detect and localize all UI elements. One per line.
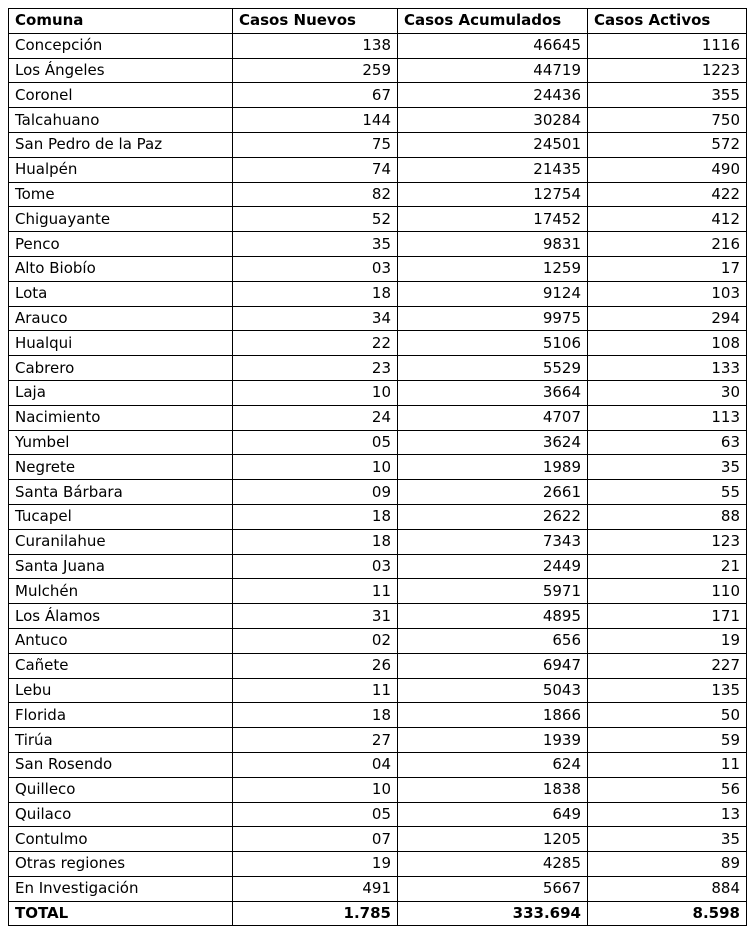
cell-casos-nuevos: 138 [233, 33, 398, 58]
cell-casos-activos: 13 [588, 802, 747, 827]
table-row [9, 331, 747, 356]
cell-casos-acumulados: 4285 [398, 852, 588, 877]
cell-casos-acumulados: 30284 [398, 108, 588, 133]
cell-casos-nuevos: 10 [233, 777, 398, 802]
table-row [9, 628, 747, 653]
cell-casos-activos: 171 [588, 604, 747, 629]
table-row [9, 554, 747, 579]
cell-casos-nuevos: 04 [233, 752, 398, 777]
cell-casos-acumulados: 649 [398, 802, 588, 827]
cell-comuna: Laja [9, 380, 233, 405]
cell-comuna: Alto Biobío [9, 256, 233, 281]
cell-comuna: Florida [9, 703, 233, 728]
cell-casos-activos: 133 [588, 356, 747, 381]
cell-casos-acumulados: 624 [398, 752, 588, 777]
table-row [9, 232, 747, 257]
cell-casos-activos: 17 [588, 256, 747, 281]
cell-casos-nuevos: 67 [233, 83, 398, 108]
cell-casos-acumulados: 9975 [398, 306, 588, 331]
table-row [9, 827, 747, 852]
table-row [9, 504, 747, 529]
cell-casos-acumulados: 1838 [398, 777, 588, 802]
cell-casos-activos: 35 [588, 455, 747, 480]
total-casos-acumulados: 333.694 [398, 901, 588, 926]
cell-casos-activos: 750 [588, 108, 747, 133]
total-casos-activos: 8.598 [588, 901, 747, 926]
cell-comuna: San Rosendo [9, 752, 233, 777]
cell-casos-nuevos: 491 [233, 876, 398, 901]
cell-comuna: Otras regiones [9, 852, 233, 877]
cell-casos-acumulados: 2622 [398, 504, 588, 529]
cell-casos-acumulados: 9831 [398, 232, 588, 257]
cell-casos-activos: 88 [588, 504, 747, 529]
header-casos-activos: Casos Activos [588, 9, 747, 34]
cell-casos-activos: 1223 [588, 58, 747, 83]
cell-casos-nuevos: 05 [233, 802, 398, 827]
total-row [9, 901, 747, 926]
cell-comuna: Cañete [9, 653, 233, 678]
cell-casos-nuevos: 52 [233, 207, 398, 232]
cell-comuna: Lota [9, 281, 233, 306]
cell-casos-activos: 490 [588, 157, 747, 182]
cell-casos-acumulados: 5529 [398, 356, 588, 381]
table-row [9, 777, 747, 802]
cell-casos-acumulados: 24436 [398, 83, 588, 108]
cell-casos-acumulados: 5043 [398, 678, 588, 703]
cell-casos-nuevos: 27 [233, 728, 398, 753]
table-row [9, 802, 747, 827]
table-row [9, 430, 747, 455]
cell-comuna: Quilaco [9, 802, 233, 827]
cell-comuna: Chiguayante [9, 207, 233, 232]
table-row [9, 256, 747, 281]
cell-comuna: Yumbel [9, 430, 233, 455]
cell-casos-activos: 113 [588, 405, 747, 430]
cell-comuna: Penco [9, 232, 233, 257]
cell-casos-activos: 294 [588, 306, 747, 331]
cell-casos-acumulados: 1205 [398, 827, 588, 852]
header-casos-acumulados: Casos Acumulados [398, 9, 588, 34]
table-header-row [9, 9, 747, 34]
cell-casos-nuevos: 09 [233, 480, 398, 505]
table-row [9, 108, 747, 133]
cell-casos-activos: 56 [588, 777, 747, 802]
cell-casos-activos: 19 [588, 628, 747, 653]
cell-comuna: Talcahuano [9, 108, 233, 133]
cell-casos-acumulados: 9124 [398, 281, 588, 306]
cell-casos-acumulados: 6947 [398, 653, 588, 678]
cell-comuna: Arauco [9, 306, 233, 331]
cell-comuna: Cabrero [9, 356, 233, 381]
cell-casos-activos: 108 [588, 331, 747, 356]
cell-casos-activos: 123 [588, 529, 747, 554]
cell-casos-activos: 110 [588, 579, 747, 604]
table-row [9, 876, 747, 901]
cell-casos-nuevos: 19 [233, 852, 398, 877]
cell-casos-acumulados: 5106 [398, 331, 588, 356]
cell-casos-activos: 1116 [588, 33, 747, 58]
cell-comuna: En Investigación [9, 876, 233, 901]
cell-casos-acumulados: 7343 [398, 529, 588, 554]
table-row [9, 281, 747, 306]
cell-casos-acumulados: 1939 [398, 728, 588, 753]
cell-casos-acumulados: 44719 [398, 58, 588, 83]
cell-casos-nuevos: 05 [233, 430, 398, 455]
table-row [9, 132, 747, 157]
table-row [9, 182, 747, 207]
cell-comuna: Tirúa [9, 728, 233, 753]
table-row [9, 455, 747, 480]
cell-casos-activos: 135 [588, 678, 747, 703]
total-casos-nuevos: 1.785 [233, 901, 398, 926]
cell-casos-nuevos: 03 [233, 256, 398, 281]
cell-casos-nuevos: 144 [233, 108, 398, 133]
cell-comuna: Hualqui [9, 331, 233, 356]
cell-casos-acumulados: 656 [398, 628, 588, 653]
cell-casos-activos: 572 [588, 132, 747, 157]
cell-casos-activos: 35 [588, 827, 747, 852]
table-row [9, 653, 747, 678]
cell-comuna: Nacimiento [9, 405, 233, 430]
cell-casos-activos: 63 [588, 430, 747, 455]
cell-comuna: Los Álamos [9, 604, 233, 629]
cell-casos-nuevos: 18 [233, 281, 398, 306]
cell-casos-acumulados: 46645 [398, 33, 588, 58]
cell-comuna: Coronel [9, 83, 233, 108]
cell-casos-acumulados: 5971 [398, 579, 588, 604]
cell-casos-activos: 422 [588, 182, 747, 207]
cell-casos-nuevos: 31 [233, 604, 398, 629]
cell-casos-nuevos: 18 [233, 703, 398, 728]
table-row [9, 33, 747, 58]
cell-casos-acumulados: 21435 [398, 157, 588, 182]
header-casos-nuevos: Casos Nuevos [233, 9, 398, 34]
cell-comuna: Los Ángeles [9, 58, 233, 83]
total-label: TOTAL [9, 901, 233, 926]
cell-casos-nuevos: 18 [233, 529, 398, 554]
cell-casos-nuevos: 23 [233, 356, 398, 381]
cell-casos-acumulados: 3624 [398, 430, 588, 455]
cell-casos-acumulados: 4707 [398, 405, 588, 430]
table-row [9, 405, 747, 430]
cell-casos-nuevos: 10 [233, 455, 398, 480]
table-row [9, 728, 747, 753]
cell-comuna: Quilleco [9, 777, 233, 802]
cell-casos-activos: 55 [588, 480, 747, 505]
table-row [9, 604, 747, 629]
table-row [9, 678, 747, 703]
cell-casos-nuevos: 18 [233, 504, 398, 529]
cell-comuna: Tucapel [9, 504, 233, 529]
cell-casos-activos: 227 [588, 653, 747, 678]
cell-casos-activos: 30 [588, 380, 747, 405]
cell-comuna: Tome [9, 182, 233, 207]
cell-casos-nuevos: 26 [233, 653, 398, 678]
cell-casos-nuevos: 07 [233, 827, 398, 852]
cell-casos-acumulados: 2449 [398, 554, 588, 579]
cell-casos-acumulados: 4895 [398, 604, 588, 629]
cell-casos-nuevos: 74 [233, 157, 398, 182]
table-row [9, 356, 747, 381]
cell-casos-nuevos: 10 [233, 380, 398, 405]
cell-casos-activos: 89 [588, 852, 747, 877]
cell-comuna: Santa Bárbara [9, 480, 233, 505]
cell-comuna: Hualpén [9, 157, 233, 182]
cell-casos-activos: 884 [588, 876, 747, 901]
cell-casos-nuevos: 11 [233, 579, 398, 604]
cell-casos-nuevos: 24 [233, 405, 398, 430]
cell-casos-acumulados: 1866 [398, 703, 588, 728]
table-row [9, 58, 747, 83]
cell-casos-acumulados: 1259 [398, 256, 588, 281]
cell-casos-activos: 50 [588, 703, 747, 728]
table-row [9, 83, 747, 108]
cell-comuna: Contulmo [9, 827, 233, 852]
cell-casos-nuevos: 75 [233, 132, 398, 157]
table-row [9, 157, 747, 182]
table-row [9, 852, 747, 877]
table-row [9, 529, 747, 554]
table-row [9, 380, 747, 405]
cell-comuna: Lebu [9, 678, 233, 703]
table-row [9, 703, 747, 728]
cell-casos-nuevos: 35 [233, 232, 398, 257]
cell-casos-nuevos: 82 [233, 182, 398, 207]
cell-casos-nuevos: 34 [233, 306, 398, 331]
table-row [9, 579, 747, 604]
cell-casos-activos: 103 [588, 281, 747, 306]
cell-comuna: Negrete [9, 455, 233, 480]
cell-casos-acumulados: 2661 [398, 480, 588, 505]
cell-casos-nuevos: 03 [233, 554, 398, 579]
cell-casos-nuevos: 02 [233, 628, 398, 653]
cell-casos-activos: 21 [588, 554, 747, 579]
header-comuna: Comuna [9, 9, 233, 34]
cell-comuna: Mulchén [9, 579, 233, 604]
cell-casos-activos: 412 [588, 207, 747, 232]
cell-casos-acumulados: 24501 [398, 132, 588, 157]
table-row [9, 306, 747, 331]
cell-comuna: Curanilahue [9, 529, 233, 554]
table-row [9, 480, 747, 505]
cell-casos-activos: 59 [588, 728, 747, 753]
cell-casos-acumulados: 3664 [398, 380, 588, 405]
cell-casos-activos: 216 [588, 232, 747, 257]
table-row [9, 752, 747, 777]
cell-casos-activos: 355 [588, 83, 747, 108]
table-row [9, 207, 747, 232]
cell-casos-acumulados: 5667 [398, 876, 588, 901]
cell-casos-acumulados: 1989 [398, 455, 588, 480]
cell-comuna: San Pedro de la Paz [9, 132, 233, 157]
cell-casos-nuevos: 11 [233, 678, 398, 703]
cell-casos-acumulados: 12754 [398, 182, 588, 207]
cell-comuna: Antuco [9, 628, 233, 653]
cell-casos-nuevos: 259 [233, 58, 398, 83]
cell-comuna: Santa Juana [9, 554, 233, 579]
cell-casos-acumulados: 17452 [398, 207, 588, 232]
cell-casos-nuevos: 22 [233, 331, 398, 356]
covid-cases-table [8, 8, 747, 926]
cell-casos-activos: 11 [588, 752, 747, 777]
cell-comuna: Concepción [9, 33, 233, 58]
